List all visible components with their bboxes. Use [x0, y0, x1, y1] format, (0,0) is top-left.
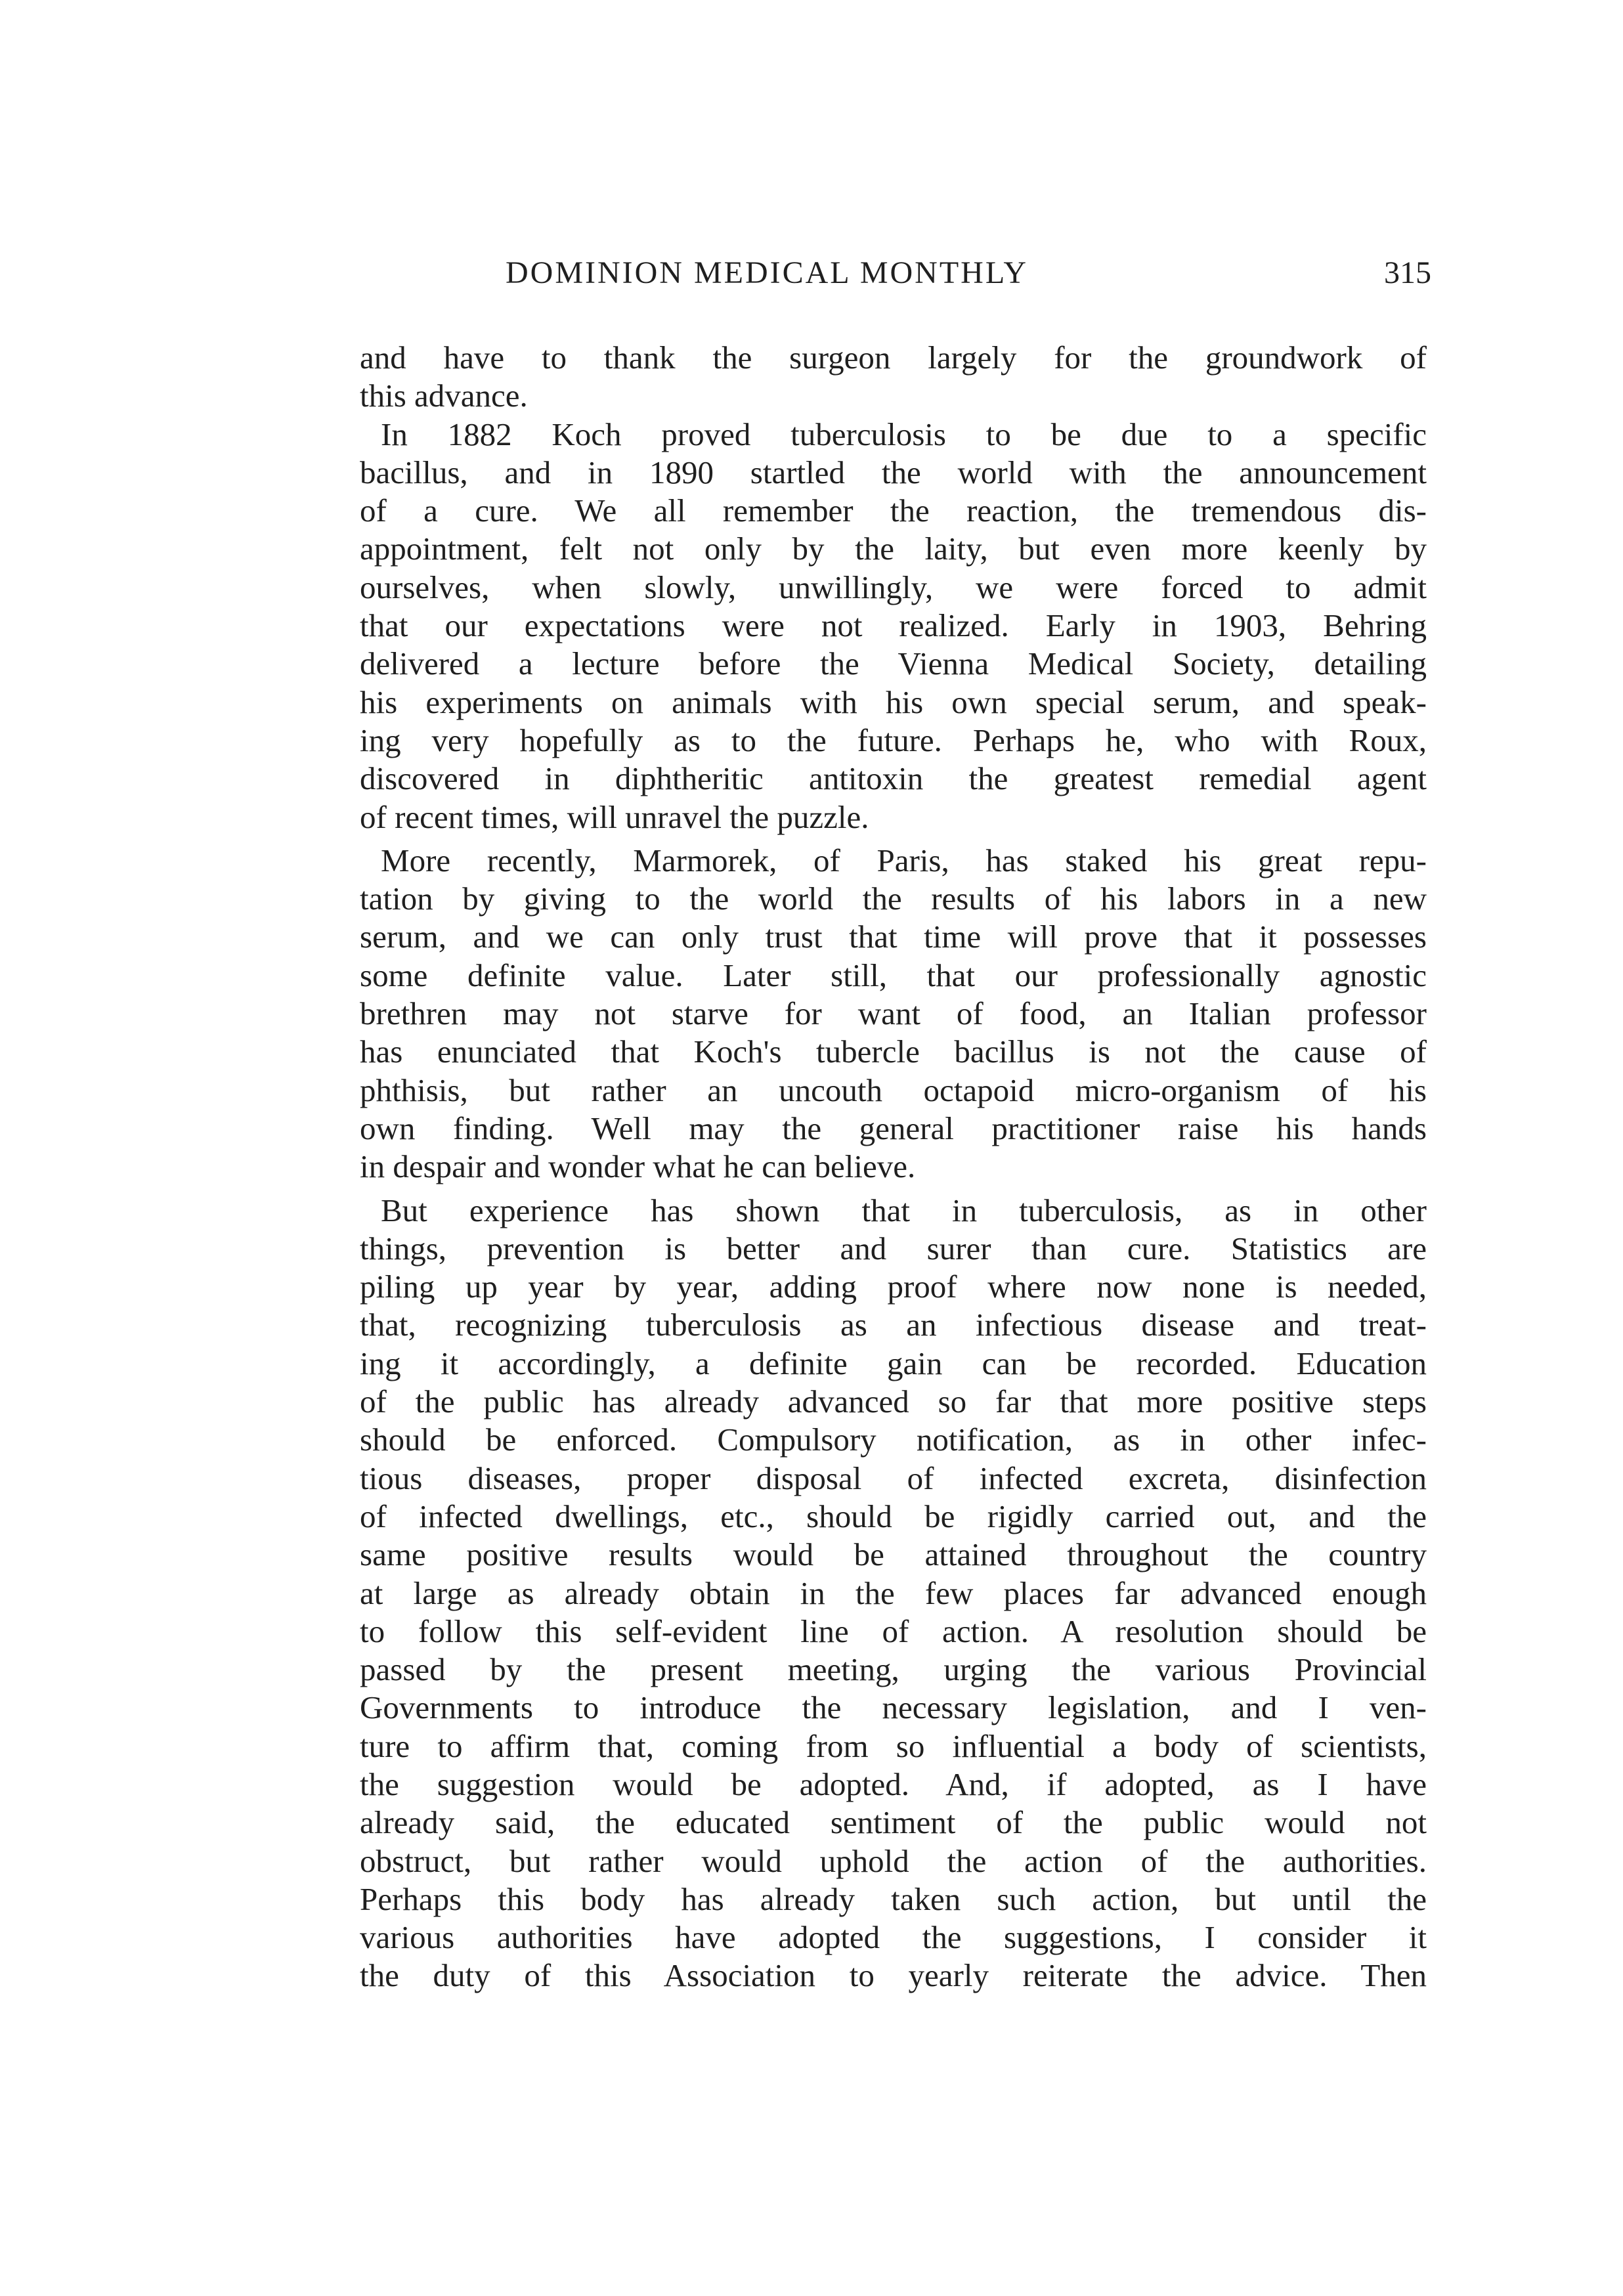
text-line: his experiments on animals with his own special serum, and speak-	[360, 683, 1427, 720]
page-number: 315	[1384, 255, 1431, 290]
text-line: Perhaps this body has already taken such action, but until the	[360, 1880, 1427, 1917]
text-line: Governments to introduce the necessary legislation, and I ven-	[360, 1689, 1427, 1726]
text-line: should be enforced. Compulsory notification, as in other infec-	[360, 1421, 1427, 1458]
text-line: things, prevention is better and surer than cure. Statistics are	[360, 1230, 1427, 1267]
text-line: in despair and wonder what he can believe.	[360, 1148, 916, 1185]
text-line: that, recognizing tuberculosis as an infectious disease and treat-	[360, 1307, 1427, 1343]
text-line: phthisis, but rather an uncouth octapoid micro-organism of his	[360, 1072, 1427, 1108]
text-line: some definite value. Later still, that our professionally agnostic	[360, 957, 1427, 993]
text-line: ing very hopefully as to the future. Perhaps he, who with Roux,	[360, 722, 1427, 758]
paragraph-gap	[360, 1186, 1427, 1192]
text-line: piling up year by year, adding proof where now none is needed,	[360, 1268, 1427, 1305]
text-line: the suggestion would be adopted. And, if adopted, as I have	[360, 1765, 1427, 1802]
text-line: serum, and we can only trust that time will prove that it possesses	[360, 919, 1427, 955]
text-line: various authorities have adopted the suggestions, I consider it	[360, 1919, 1427, 1956]
text-line: In 1882 Koch proved tuberculosis to be due to a specific	[381, 416, 1427, 452]
text-line: tation by giving to the world the results of his labors in a new	[360, 880, 1427, 917]
text-line: and have to thank the surgeon largely for the groundwork of	[360, 339, 1427, 376]
text-line: of infected dwellings, etc., should be rigidly carried out, and the	[360, 1498, 1427, 1534]
text-line: has enunciated that Koch's tubercle bacillus is not the cause of	[360, 1033, 1427, 1070]
text-line: passed by the present meeting, urging the various Provincial	[360, 1651, 1427, 1688]
text-line: that our expectations were not realized. Early in 1903, Behring	[360, 607, 1427, 644]
text-line: already said, the educated sentiment of the public would not	[360, 1804, 1427, 1841]
text-line: brethren may not starve for want of food, an Italian professor	[360, 995, 1427, 1032]
text-line: ing it accordingly, a definite gain can be recorded. Education	[360, 1345, 1427, 1381]
text-line: ourselves, when slowly, unwillingly, we were forced to admit	[360, 569, 1427, 605]
paragraph-gap	[360, 836, 1427, 842]
text-line: to follow this self-evident line of action. A resolution should be	[360, 1613, 1427, 1649]
text-line: More recently, Marmorek, of Paris, has staked his great repu-	[381, 842, 1427, 878]
text-line: bacillus, and in 1890 startled the world with the announcement	[360, 454, 1427, 490]
page-header	[355, 255, 1431, 294]
text-line: tious diseases, proper disposal of infected excreta, disinfection	[360, 1460, 1427, 1496]
text-line: ture to affirm that, coming from so influential a body of scientists,	[360, 1727, 1427, 1764]
text-line: delivered a lecture before the Vienna Medical Society, detailing	[360, 645, 1427, 682]
text-line: own finding. Well may the general practitioner raise his hands	[360, 1110, 1427, 1146]
text-line: this advance.	[360, 378, 528, 414]
text-line: same positive results would be attained throughout the country	[360, 1536, 1427, 1573]
text-line: of the public has already advanced so far that more positive steps	[360, 1383, 1427, 1420]
text-line: of a cure. We all remember the reaction, the tremendous dis-	[360, 492, 1427, 529]
text-line: appointment, felt not only by the laity, but even more keenly by	[360, 531, 1427, 567]
text-line: the duty of this Association to yearly reiterate the advice. Then	[360, 1957, 1427, 1994]
body-text	[360, 339, 1427, 1995]
text-line: at large as already obtain in the few places far advanced enough	[360, 1574, 1427, 1611]
text-line: discovered in diphtheritic antitoxin the greatest remedial agent	[360, 760, 1427, 797]
text-line: obstruct, but rather would uphold the action of the authorities.	[360, 1842, 1427, 1879]
text-line: of recent times, will unravel the puzzle.	[360, 798, 869, 835]
text-line: But experience has shown that in tuberculosis, as in other	[381, 1192, 1427, 1228]
running-title: DOMINION MEDICAL MONTHLY	[506, 255, 1029, 290]
